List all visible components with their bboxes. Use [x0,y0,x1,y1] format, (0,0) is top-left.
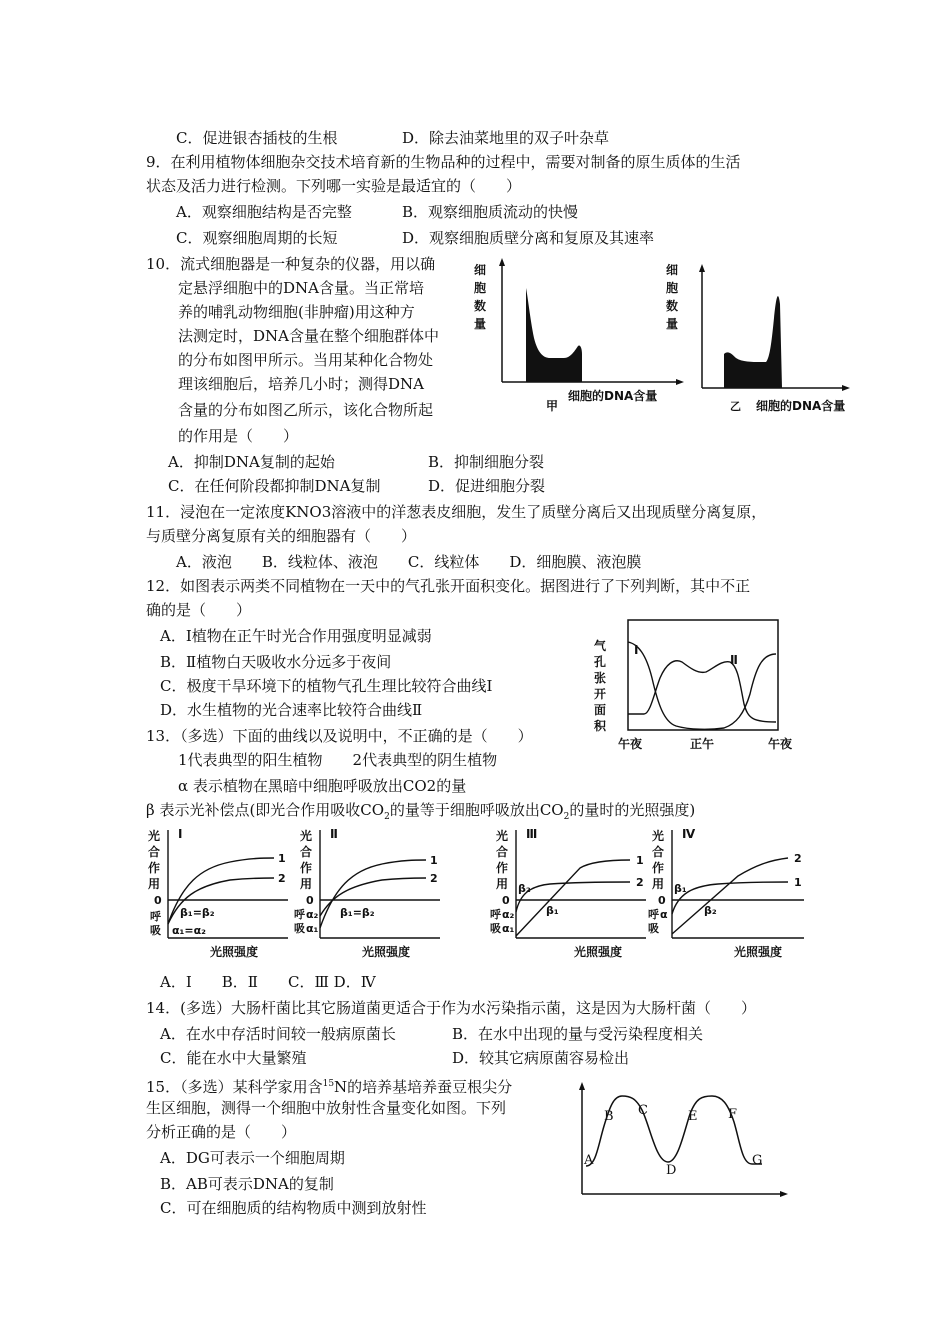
q10-jia-ylabel-0: 细 [474,263,487,277]
q13-p3-xlabel: 光照强度 [574,945,623,959]
q10-stem-7: 的作用是（ ） [178,427,299,445]
q10-yi-histogram [724,296,782,388]
q13-p3-alpha2: α₂ [502,908,515,921]
q13-p3-ylabel-0: 光 [496,829,509,843]
q13-panel-2 [294,827,440,959]
q13-p1-zero: 0 [154,894,162,907]
q13-stem: 13．（多选）下面的曲线以及说明中，不正确的是（ ） [146,727,533,745]
q13-p2-alpha2: α₂ [306,908,319,921]
q12-x-1: 正午 [690,737,715,751]
q10-stem-2: 养的哺乳动物细胞(非肿瘤)用这种方 [178,303,415,321]
q10-yi-ylabel-0: 细 [666,263,679,277]
q13-p2-ylabel-1: 合 [300,845,313,859]
q13-p1-xlabel: 光照强度 [210,945,259,959]
q13-p4-curve-2 [672,858,788,934]
q13-p3-resp-0: 呼 [490,908,501,921]
q10-stem-4: 的分布如图甲所示。当用某种化合物处 [178,351,434,369]
q12-option-c: C．极度干旱环境下的植物气孔生理比较符合曲线Ⅰ [160,677,493,695]
q10-stem-3: 法测定时，DNA含量在整个细胞群体中 [178,327,439,345]
q12-option-d: D．水生植物的光合速率比较符合曲线Ⅱ [160,701,423,719]
q12-curve-II-label: Ⅱ [730,653,738,667]
q12-figure [590,614,810,754]
q13-options: A．Ⅰ B．Ⅱ C．Ⅲ D．Ⅳ [160,973,376,991]
q13-p2-c1: 1 [430,854,438,867]
q15-figure [572,1080,798,1208]
q13-p1-title: Ⅰ [178,827,183,841]
q10-jia-ylabel-1: 胞 [474,281,487,295]
q10-stem-1: 定悬浮细胞中的DNA含量。当正常培 [178,279,424,297]
q11-options: A．液泡 B．线粒体、液泡 C．线粒体 D．细胞膜、液泡膜 [176,553,642,571]
q10-stem-6: 含量的分布如图乙所示，该化合物所起 [178,401,434,419]
q12-ylabel-3: 开 [594,687,607,701]
q10-yi-caption: 乙 [730,400,741,413]
q12-option-b: B．Ⅱ植物白天吸收水分远多于夜间 [160,653,392,671]
q13-p4-curve-1 [672,882,788,914]
q10-option-d: D．促进细胞分裂 [428,477,546,495]
q13-p1-beta-eq: β₁=β₂ [180,906,215,919]
q13-panel-4 [648,827,804,959]
q13-note-3 [146,800,695,827]
q12-stem-1: 12．如图表示两类不同植物在一天中的气孔张开面积变化。据图进行了下列判断，其中不正 [146,577,751,595]
q12-curve-I-label: Ⅰ [634,643,639,657]
q10-yi-ylabel-3: 量 [666,317,679,331]
q8-option-d: D．除去油菜地里的双子叶杂草 [402,129,610,147]
q13-p2-c2: 2 [430,872,438,885]
q13-p3-title: Ⅲ [526,827,538,841]
q13-p3-curve-2 [516,882,630,912]
q9-stem-2: 状态及活力进行检测。下列哪一实验是最适宜的（ ） [146,177,522,195]
q12-x-2: 午夜 [768,737,793,751]
q15-option-c: C．可在细胞质的结构物质中测到放射性 [160,1199,427,1217]
q13-p4-c2: 2 [794,852,802,865]
q13-p4-ylabel-1: 合 [652,845,665,859]
q9-option-b: B．观察细胞质流动的快慢 [402,203,579,221]
q13-p2-resp-1: 吸 [294,922,305,935]
q15-point-e: E [688,1109,698,1124]
q13-note-1: 1代表典型的阳生植物 2代表典型的阴生植物 [178,751,498,769]
q13-p4-ylabel-0: 光 [652,829,665,843]
q9-option-a: A．观察细胞结构是否完整 [176,203,352,221]
q13-p2-ylabel-0: 光 [300,829,313,843]
q13-p2-xlabel: 光照强度 [362,945,411,959]
q13-p3-ylabel-2: 作 [496,861,509,875]
q13-p1-c2: 2 [278,872,286,885]
q13-p4-xlabel: 光照强度 [734,945,783,959]
q10-stem-0: 10．流式细胞器是一种复杂的仪器，用以确 [146,255,436,273]
q15-point-b: B [604,1109,614,1124]
q9-stem-1: 9．在利用植物体细胞杂交技术培育新的生物品种的过程中，需要对制备的原生质体的生活 [146,153,741,171]
q13-p1-ylabel-1: 合 [148,845,161,859]
q10-option-a: A．抑制DNA复制的起始 [168,453,335,471]
q10-jia-histogram [526,288,582,382]
q15-option-b: B．AB可表示DNA的复制 [160,1175,334,1193]
q15-stem-1-sup: 15 [322,1079,335,1089]
q13-p4-resp-1: 吸 [648,922,659,935]
q13-note-3-sub-b: 2 [563,812,570,822]
q10-yi-xlabel: 细胞的DNA含量 [756,399,846,413]
q15-stem-1 [146,1074,512,1097]
q13-p4-resp-0: 呼 [648,908,659,921]
q10-figure [470,258,870,428]
q13-p1-alpha-eq: α₁=α₂ [172,924,206,937]
q12-ylabel-2: 张 [594,671,607,685]
q15-stem-2: 生区细胞，测得一个细胞中放射性含量变化如图。下列 [146,1099,507,1117]
q15-point-f: F [728,1107,738,1122]
q13-p1-ylabel-0: 光 [148,829,161,843]
q8-option-c: C．促进银杏插枝的生根 [176,129,338,147]
q10-option-b: B．抑制细胞分裂 [428,453,545,471]
q15-point-a: A [584,1153,594,1168]
q13-p3-beta2: β₂ [518,882,531,895]
q11-stem-2: 与质壁分离复原有关的细胞器有（ ） [146,527,417,545]
q10-option-c: C．在任何阶段都抑制DNA复制 [168,477,381,495]
q10-jia-caption: 甲 [546,399,559,413]
q10-yi-ylabel-1: 胞 [666,281,679,295]
q13-p2-ylabel-3: 用 [300,877,313,891]
q13-p1-ylabel-2: 作 [148,861,161,875]
q13-note-3-post: 的量时的光照强度) [569,801,696,819]
q12-ylabel-0: 气 [594,639,607,653]
q15-option-a: A．DG可表示一个细胞周期 [160,1149,345,1167]
q10-jia-ylabel-2: 数 [474,299,487,313]
q13-p3-resp-1: 吸 [490,922,501,935]
q13-p3-ylabel-1: 合 [496,845,509,859]
q13-p3-alpha1: α₁ [502,922,515,935]
q12-ylabel-5: 积 [594,719,607,733]
q13-p4-alpha: α [660,908,668,921]
q12-ylabel-1: 孔 [594,655,607,669]
q13-p3-beta1: β₁ [546,904,559,917]
q15-point-d: D [666,1163,677,1178]
q13-p4-ylabel-2: 作 [652,861,665,875]
q13-note-3-mid: 的量等于细胞呼吸放出CO [389,801,564,819]
q13-p2-ylabel-2: 作 [300,861,313,875]
q13-p2-title: Ⅱ [330,827,338,841]
q13-p4-zero: 0 [658,894,666,907]
q9-option-c: C．观察细胞周期的长短 [176,229,338,247]
q13-p3-curve-1 [516,860,630,936]
q13-p4-c1: 1 [794,876,802,889]
q10-jia-xlabel: 细胞的DNA含量 [568,389,658,403]
q12-ylabel-4: 面 [594,703,607,717]
q13-p1-resp-1: 吸 [150,924,161,937]
q13-p3-zero: 0 [502,894,510,907]
q10-figure-jia [474,258,684,413]
q13-p2-alpha1: α₁ [306,922,319,935]
q14-stem: 14．(多选）大肠杆菌比其它肠道菌更适合于作为水污染指示菌，这是因为大肠杆菌（ ） [146,999,756,1017]
q14-option-c: C．能在水中大量繁殖 [160,1049,307,1067]
q10-stem-5: 理该细胞后，培养几小时；测得DNA [178,375,424,393]
q13-p3-c1: 1 [636,854,644,867]
q15-point-c: C [638,1103,648,1118]
q15-stem-1-pre: 15．（多选）某科学家用含 [146,1078,323,1096]
q10-figure-yi [666,262,850,413]
q10-jia-ylabel-3: 量 [474,317,487,331]
q13-panel-1 [148,827,288,959]
q13-p2-resp-0: 呼 [294,908,305,921]
q13-p1-c1: 1 [278,852,286,865]
q13-p4-title: Ⅳ [682,827,696,841]
q15-stem-3: 分析正确的是（ ） [146,1123,297,1141]
q12-x-0: 午夜 [618,737,643,751]
q13-note-3-sub-a: 2 [384,812,390,822]
q13-p1-resp-0: 呼 [150,910,161,923]
q15-stem-1-post: N的培养基培养蚕豆根尖分 [334,1078,513,1096]
q13-note-3-pre: β 表示光补偿点(即光合作用吸收CO [146,801,385,819]
q12-stem-2: 确的是（ ） [146,601,252,619]
q13-p4-beta1: β₁ [674,882,687,895]
q13-p3-ylabel-3: 用 [496,877,509,891]
q13-p2-zero: 0 [306,894,314,907]
q9-option-d: D．观察细胞质壁分离和复原及其速率 [402,229,655,247]
q13-p2-beta-eq: β₁=β₂ [340,906,375,919]
q13-p3-c2: 2 [636,876,644,889]
q12-option-a: A．Ⅰ植物在正午时光合作用强度明显减弱 [160,627,432,645]
q13-p1-ylabel-3: 用 [148,877,161,891]
q14-option-a: A．在水中存活时间较一般病原菌长 [160,1025,396,1043]
q10-yi-ylabel-2: 数 [666,299,679,313]
q12-curve-II-shape [628,642,776,729]
q13-p4-ylabel-3: 用 [652,877,665,891]
q11-stem-1: 11．浸泡在一定浓度KNO3溶液中的洋葱表皮细胞，发生了质壁分离后又出现质壁分离复原， [146,503,767,521]
q15-point-g: G [752,1153,763,1168]
q13-figure [140,824,820,966]
q14-option-b: B．在水中出现的量与受污染程度相关 [452,1025,704,1043]
q14-option-d: D．较其它病原菌容易检出 [452,1049,630,1067]
q13-p4-beta2: β₂ [704,904,717,917]
q13-note-2: α 表示植物在黑暗中细胞呼吸放出CO2的量 [178,777,467,795]
q13-panel-3 [490,827,646,959]
